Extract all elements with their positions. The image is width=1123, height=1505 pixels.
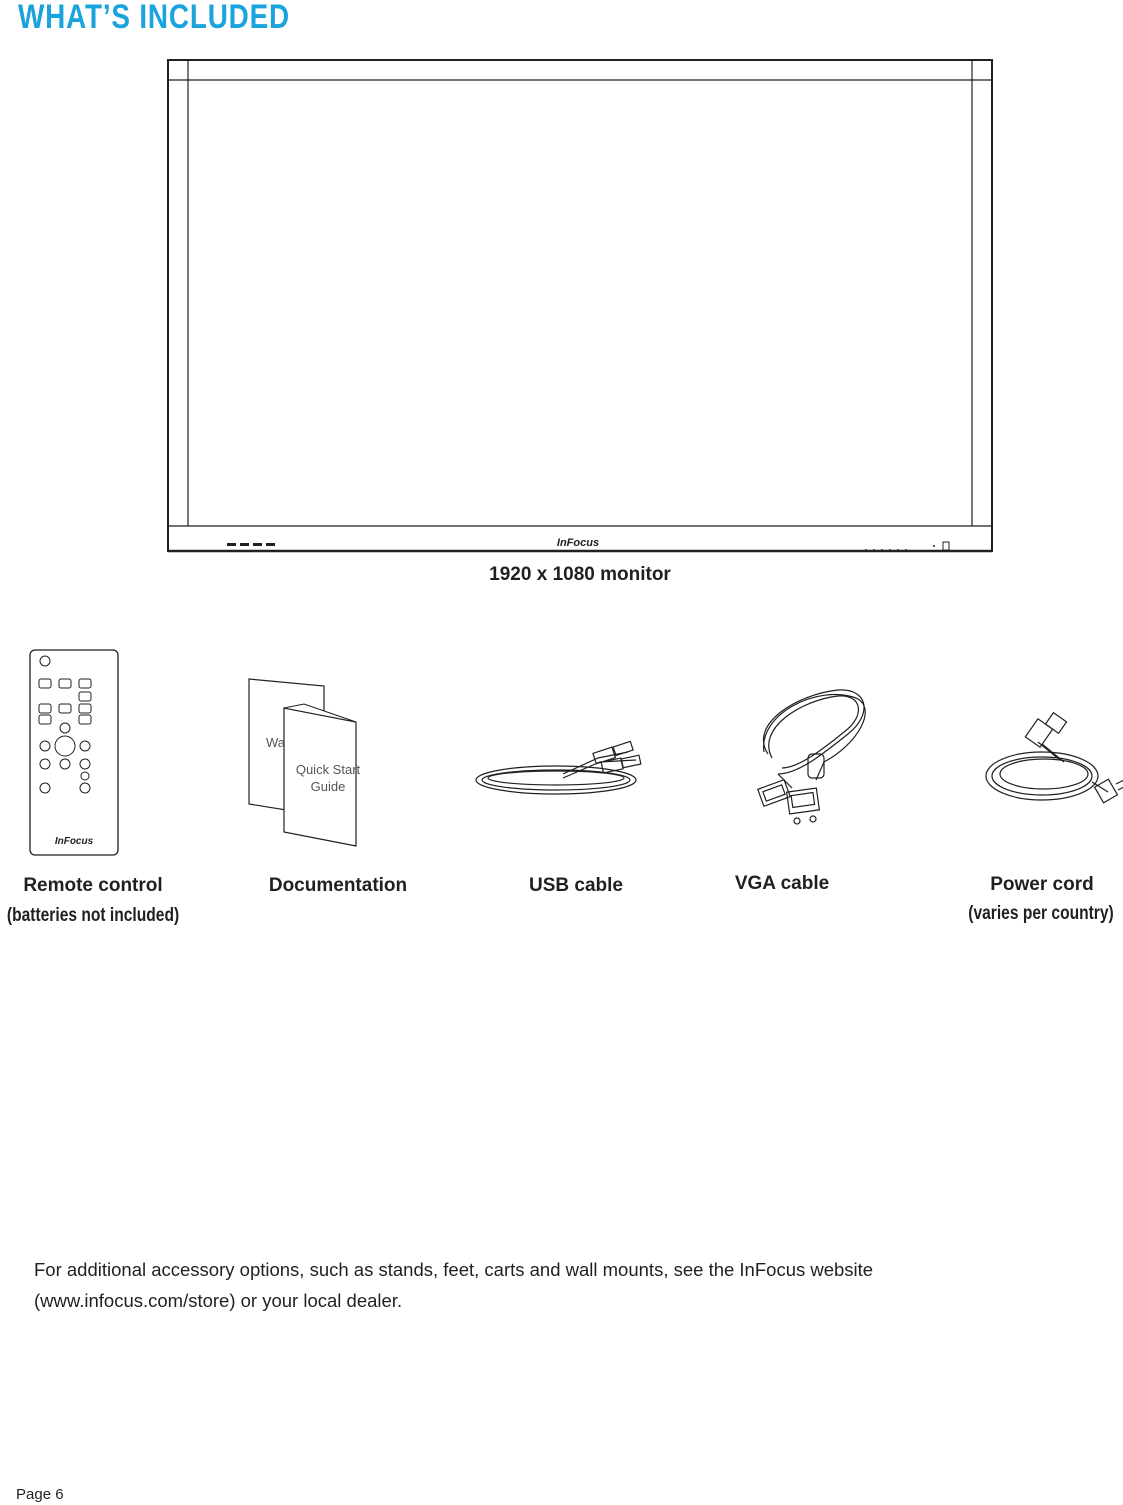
vga-cable-illustration (738, 684, 874, 832)
documentation-label: Documentation (268, 875, 408, 896)
warranty-doc-text: Wa (266, 735, 286, 750)
monitor-illustration (166, 58, 994, 556)
power-cord-label: Power cord (990, 874, 1094, 895)
page-number: Page 6 (16, 1486, 64, 1503)
monitor-label: 1920 x 1080 monitor (489, 564, 671, 585)
monitor-brand-logo: InFocus (556, 537, 600, 549)
remote-brand-logo: InFocus (54, 836, 94, 847)
quick-start-line-2: Guide (310, 779, 346, 794)
accessory-note-line-2: (www.infocus.com/store) or your local dealer. (34, 1290, 403, 1311)
vga-cable-label: VGA cable (734, 873, 830, 894)
remote-control-label: Remote control (23, 875, 163, 896)
documentation-illustration (246, 676, 372, 854)
remote-control-sublabel: (batteries not included) (6, 905, 180, 926)
accessory-note-line-1: For additional accessory options, such as stands, feet, carts and wall mounts, see the InFocus website (34, 1259, 874, 1280)
power-cord-sublabel: (varies per country) (968, 903, 1114, 924)
usb-cable-illustration (468, 730, 650, 804)
power-cord-illustration (980, 712, 1123, 814)
quick-start-line-1: Quick Start (295, 762, 361, 777)
page-title: WHAT’S INCLUDED (18, 0, 290, 36)
remote-control-illustration (28, 648, 122, 858)
usb-cable-label: USB cable (529, 875, 623, 896)
accessory-note (34, 1254, 1034, 1316)
